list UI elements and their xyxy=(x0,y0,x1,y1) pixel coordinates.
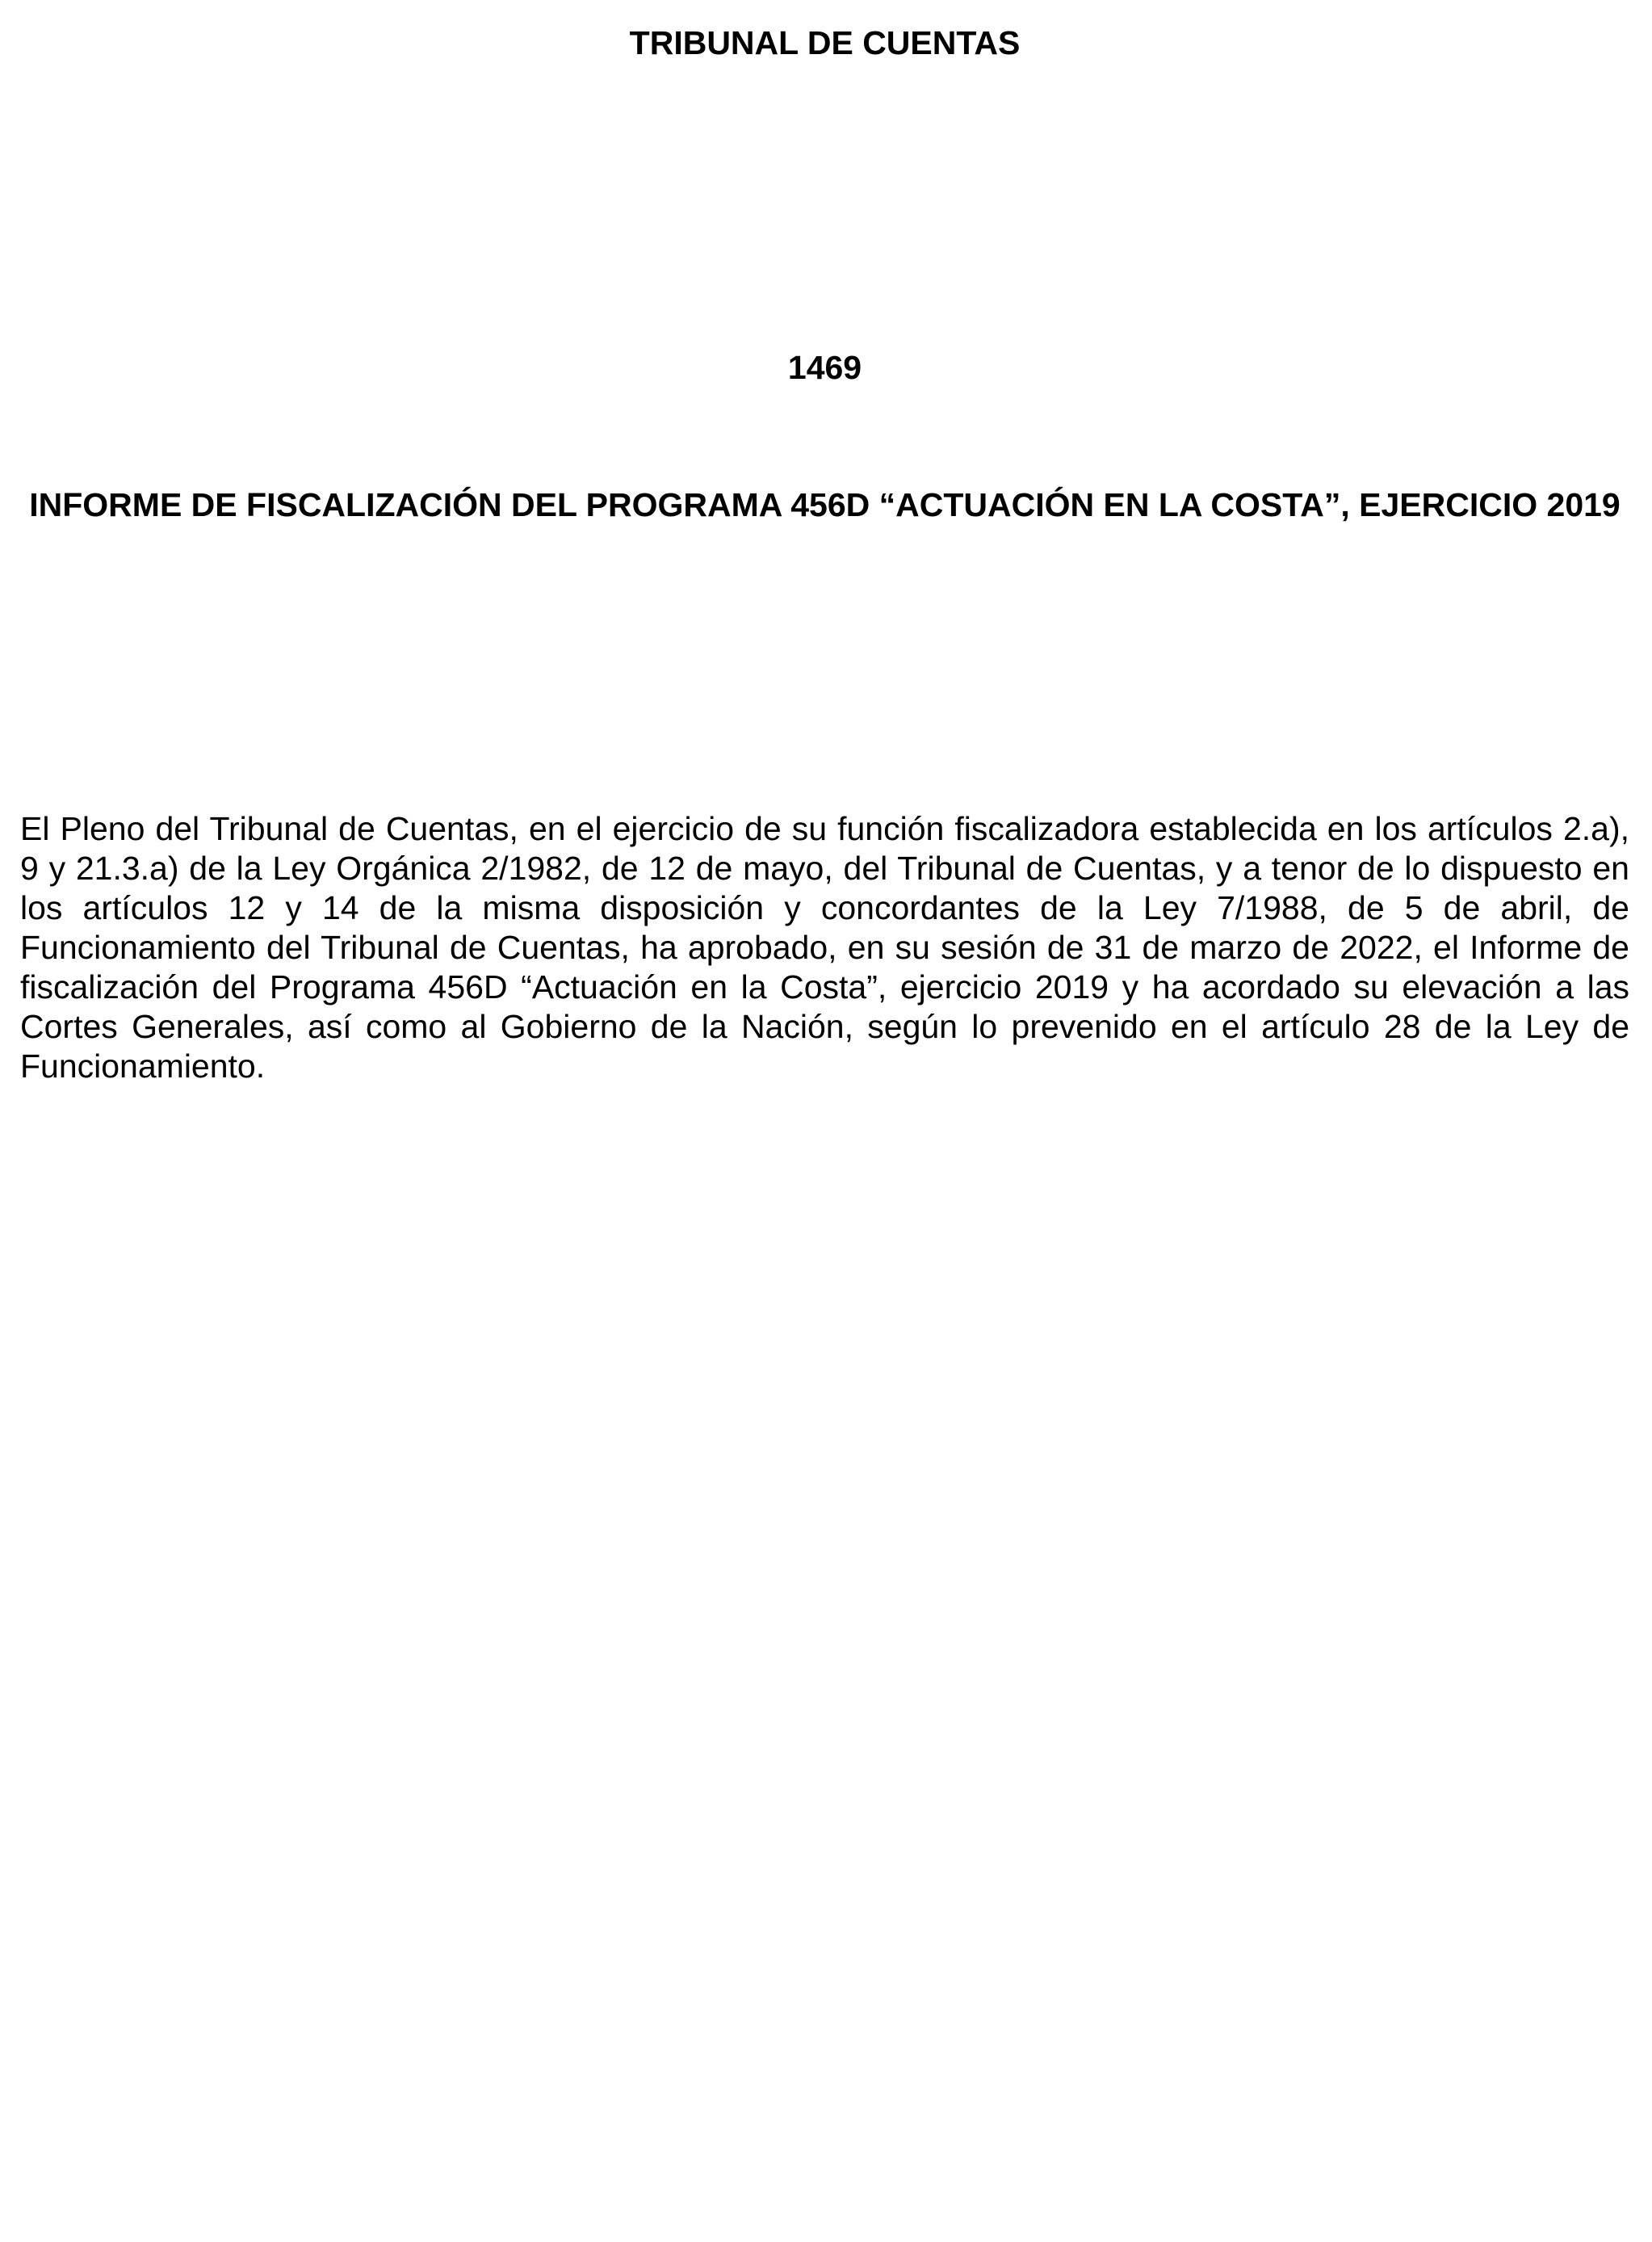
report-title: INFORME DE FISCALIZACIÓN DEL PROGRAMA 456D “ACTUACIÓN EN LA COSTA”, EJERCICIO 2019 xyxy=(29,486,1621,523)
body-paragraph: El Pleno del Tribunal de Cuentas, en el ejercicio de su función fiscalizadora establecida en los artículos 2.a), 9 y 21.3.a) de la Ley Orgánica 2/1982, de 12 de mayo, del Tribunal de Cuentas, y a tenor de lo dispuesto en los artículos 12 y 14 de la misma disposición y concordantes de la Ley 7/1988, de 5 de abril, de Funcionamiento del Tribunal de Cuentas, ha aprobado, en su sesión de 31 de marzo de 2022, el Informe de fiscalización del Programa 456D “Actuación en la Costa”, ejercicio 2019 y ha acordado su elevación a las Cortes Generales, así como al Gobierno de la Nación, según lo prevenido en el artículo 28 de la Ley de Funcionamiento. xyxy=(20,810,1629,1085)
report-number: 1469 xyxy=(787,349,862,386)
institution-title: TRIBUNAL DE CUENTAS xyxy=(629,24,1021,61)
